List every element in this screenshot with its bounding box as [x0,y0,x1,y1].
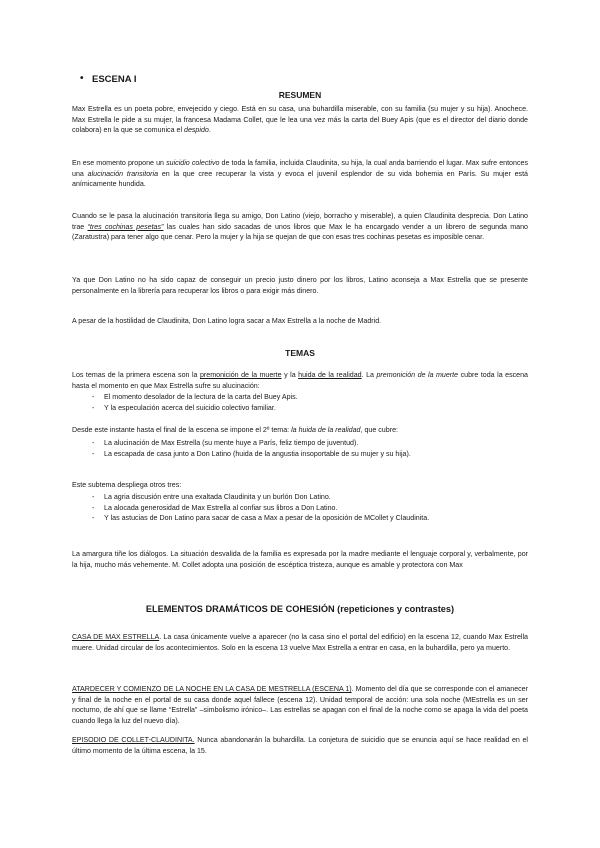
elemento-casa: CASA DE MAX ESTRELLA. La casa únicamente vuelve a aparecer (no la casa sino el portal del edificio) en la escena 12, cuando Max Estrella muere. Unidad circular de los acontecimientos. Solo en la escena 13 vuelve Max Estrella a entrar en casa, en la buhardilla, pero ya muerto. [72,633,528,652]
scene-title-text: ESCENA I [92,74,137,85]
elemento-atardecer: ATARDECER Y COMIENZO DE LA NOCHE EN LA CASA DE MESTRELLA (ESCENA 1). Momento del día que se corresponde con el amanecer y final de la noche en el portal de su casa donde aquel fallece (escena 12). Unidad temporal de acción: una sola noche (MEstrella es un ser nocturno, de ahí que se llame “Estrella” –simbolismo irónico–. Las estrellas se apagan con el final de la noche como se apaga la vida del poeta cuando llega la luz del nuevo día). [72,685,528,725]
list-item: - La escapada de casa junto a Don Latino (huida de la angustia insoportable de su mujer y su hija). [72,449,528,460]
list-item: - La alocada generosidad de Max Estrella al confiar sus libros a Don Latino. [72,503,528,514]
list-item: - Y las astucias de Don Latino para sacar de casa a Max a pesar de la oposición de MCollet y Claudinita. [72,513,528,524]
temas-list-2 [72,438,528,459]
scene-title [80,73,137,85]
temas-list-3 [72,492,528,524]
resumen-paragraph-4: Ya que Don Latino no ha sido capaz de conseguir un precio justo dinero por los libros, Latino aconseja a Max Estrella que se presente personalmente en la librería para recuperar los libros o para exigir más dinero. [72,276,528,295]
temas-heading: TEMAS [285,348,315,358]
elemento-collet-claudinita: EPISODIO DE COLLET-CLAUDINITA. Nunca abandonarán la buhardilla. La conjetura de suicidio que se enuncia aquí se hace realidad en el último momento de la última escena, la 15. [72,736,528,755]
resumen-paragraph-2: En ese momento propone un suicidio colectivo de toda la familia, incluida Claudinita, su hija, la cual anda barriendo el lugar. Max sufre entonces una alucinación transitoria en la que cree recuperar la vista y evoca el juvenil esplendor de su vida bohemia en París. Su mujer está anímicamente hundida. [72,159,528,189]
temas-paragraph-3: Este subtema despliega otros tres: [72,481,182,489]
temas-list-1 [72,392,528,413]
temas-paragraph-2: Desde este instante hasta el final de la escena se impone el 2º tema: la huida de la realidad, que cubre: [72,426,398,434]
list-item: - Y la especulación acerca del suicidio colectivo familiar. [72,403,528,414]
list-item: - El momento desolador de la lectura de la carta del Buey Apis. [72,392,528,403]
resumen-paragraph-5: A pesar de la hostilidad de Claudinita, Don Latino logra sacar a Max Estrella a la noche de Madrid. [72,317,382,325]
list-item: - La agria discusión entre una exaltada Claudinita y un burlón Don Latino. [72,492,528,503]
bullet-icon: • [80,73,84,84]
resumen-heading: RESUMEN [278,90,322,100]
resumen-paragraph-3: Cuando se le pasa la alucinación transitoria llega su amigo, Don Latino (viejo, borracho y miserable), a quien Claudinita desprecia. Don Latino trae “tres cochinas pesetas” las cuales han sido sacadas de unos libros que Max le ha encargado vender a un librero de segunda mano (Zaratustra) para tener algo que cenar. Pero la mujer y la hija se quejan de que con esas tres cochinas pesetas es imposible cenar. [72,212,528,242]
resumen-paragraph-1: Max Estrella es un poeta pobre, envejecido y ciego. Está en su casa, una buhardilla miserable, con su familia (su mujer y su hija). Anochece. Max Estrella le pide a su mujer, la francesa Madama Collet, que le lea una vez más la carta del Buey Apis (que es el director del diario donde colabora) en la que se comunica el despido. [72,105,528,135]
elementos-heading: ELEMENTOS DRAMÁTICOS DE COHESIÓN (repeticiones y contrastes) [145,604,455,614]
list-item: - La alucinación de Max Estrella (su mente huye a París, feliz tiempo de juventud). [72,438,528,449]
temas-paragraph-1: Los temas de la primera escena son la premonición de la muerte y la huida de la realidad. La premonición de la muerte cubre toda la escena hasta el momento en que Max Estrella sufre su alucinación: [72,371,529,390]
temas-paragraph-4: La amargura tiñe los diálogos. La situación desvalida de la familia es expresada por la madre mediante el lenguaje corporal y, verbalmente, por la hija, mucho más vehemente. M. Collet adopta una posición de escéptica tristeza, aunque es amable y protectora con Max [72,550,528,569]
